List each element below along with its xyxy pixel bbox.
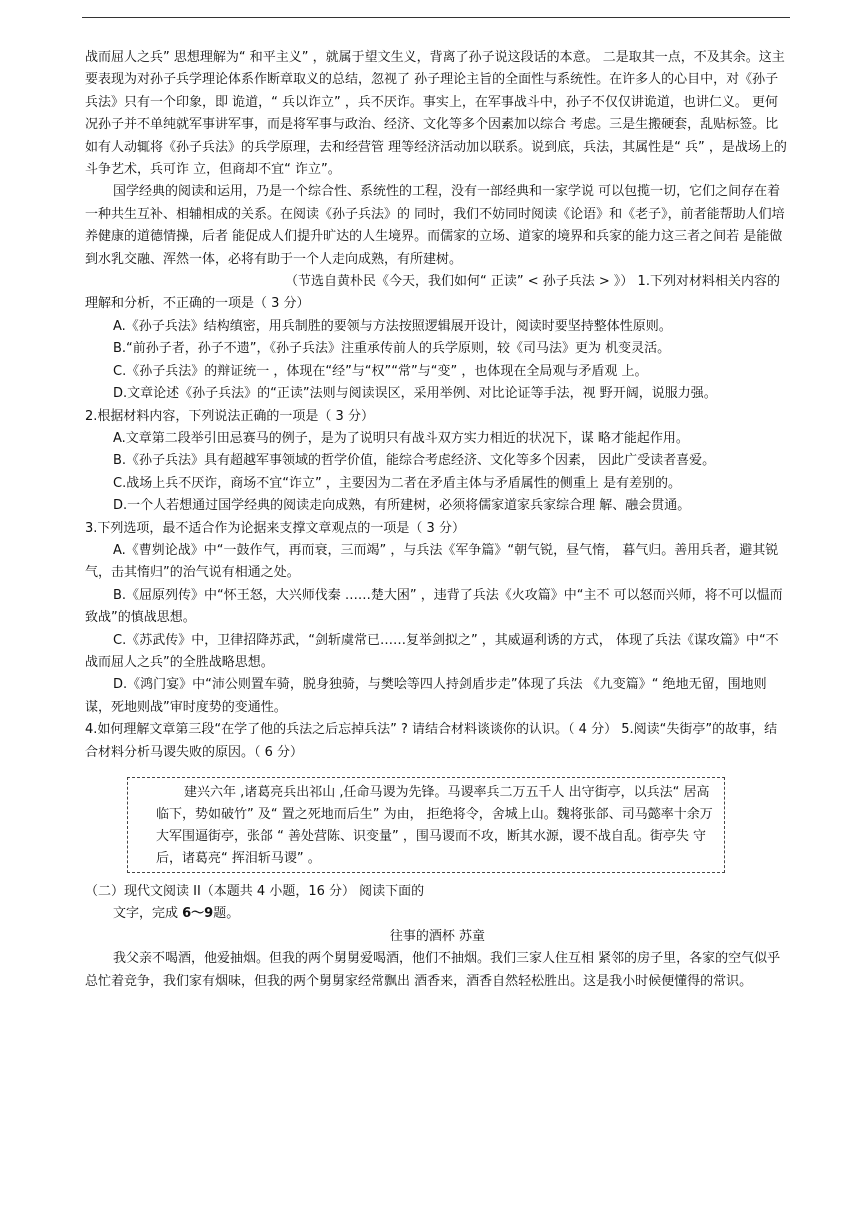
q2-option-d: D.一个人若想通过国学经典的阅读走向成熟，有所建树，必须将儒家道家兵家综合理 解、融会贯通。 bbox=[113, 498, 691, 514]
q3-option-c: C.《苏武传》中，卫律招降苏武，“剑斩虞常已……复举剑拟之” ，其威逼利诱的方式， 体现了兵法《谋攻篇》中“不战而屈人之兵”的全胜战略思想。 bbox=[85, 632, 779, 670]
q3-option-a: A.《曹刿论战》中“一鼓作气，再而衰，三而竭” ，与兵法《军争篇》“朝气锐，昼气惰， 暮气归。善用兵者，避其锐气，击其惰归”的治气说有相通之处。 bbox=[85, 542, 779, 581]
q2-option-a: A.文章第二段举引田忌赛马的例子，是为了说明只有战斗双方实力相近的状况下，谋 略才能起作用。 bbox=[113, 430, 689, 446]
q2-option-b: B.《孙子兵法》具有超越军事领域的哲学价值，能综合考虑经济、文化等多个因素， 因此广受读者喜爱。 bbox=[113, 453, 716, 469]
questions-4-5: 4.如何理解文章第三段“在学了他的兵法之后忘掉兵法” ? 请结合材料谈谈你的认识。（ 4 分） 5.阅读“失街亭”的故事，结合材料分析马谡失败的原因。（ 6 分） bbox=[85, 722, 778, 760]
story-title: 往事的酒杯 苏童 bbox=[389, 928, 486, 944]
story-excerpt-box bbox=[127, 777, 725, 873]
q1-option-d: D.文章论述《孙子兵法》的“正读”法则与阅读误区，采用举例、对比论证等手法，视 野开阔，说服力强。 bbox=[113, 386, 717, 402]
q3-option-d: D.《鸿门宴》中“沛公则置车骑，脱身独骑，与樊哙等四人持剑盾步走”体现了兵法 《九变篇》“ 绝地无留，围地则谋，死地则战”审时度势的变通性。 bbox=[85, 677, 767, 715]
q1-option-b: B.“前孙子者，孙子不遗”，《孙子兵法》注重承传前人的兵学原则，较《司马法》更为 机变灵活。 bbox=[113, 341, 671, 357]
section-heading: （二）现代文阅读 II（本题共 4 小题，16 分） 阅读下面的 bbox=[85, 884, 425, 899]
q1-option-c: C.《孙子兵法》的辩证统一 ，体现在“经”与“权”“常”与“变” ，也体现在全局观与矛盾观 上。 bbox=[113, 363, 648, 379]
source-and-question-1: （节选自黄朴民《今天，我们如何“ 正读” < 孙子兵法 > 》） 1.下列对材料相关内容的理解和分析，不正确的一项是（ 3 分） bbox=[85, 274, 780, 312]
section-question-range: 6～9 bbox=[182, 906, 214, 922]
q1-option-a: A.《孙子兵法》结构缜密，用兵制胜的要领与方法按照逻辑展开设计，阅读时要坚持整体性原则。 bbox=[113, 318, 672, 334]
story-excerpt-text: 建兴六年 ,诸葛亮兵出祁山 ,任命马谡为先锋。马谡率兵二万五千人 出守街亭，以兵法“ 居高临下，势如破竹” 及“ 置之死地而后生” 为由， 拒绝将令，舍城上山。魏将张郃、司马懿率十余万大军围逼街亭，张郃 “ 善处营陈、识变量” ，围马谡而不攻，断其水源，谡不战自乱。街亭失 守后，诸葛亮“ 挥泪斩马谡” 。 bbox=[156, 785, 713, 866]
paragraph-1: 战而屈人之兵” 思想理解为“ 和平主义” ，就属于望文生义，背离了孙子说这段话的本意。 二是取其一点，不及其余。这主要表现为对孙子兵学理论体系作断章取义的总结，忽视了 孙子理论主旨的全面性与系统性。在许多人的心目中，对《孙子兵法》只有一个印象，即 诡道，“ 兵以诈立” ，兵不厌诈。事实上，在军事战斗中，孙子不仅仅讲诡道，也讲仁义。 更何况孙子并不单纯就军事讲军事，而是将军事与政治、经济、文化等多个因素加以综合 考虑。三是生搬硬套，乱贴标签。比如有人动辄将《孙子兵法》的兵学原理，去和经营管 理等经济活动加以联系。说到底，兵法，其属性是“ 兵” ，是战场上的斗争艺术，兵可诈 立，但商却不宜“ 诈立”。 bbox=[85, 50, 787, 178]
question-3: 3.下列选项，最不适合作为论据来支撑文章观点的一项是（ 3 分） bbox=[85, 520, 465, 536]
document-body bbox=[85, 47, 790, 993]
section-instruction-post: 题。 bbox=[213, 906, 240, 922]
q3-option-b: B.《屈原列传》中“怀王怒，大兴师伐秦 ……楚大困” ，违背了兵法《火攻篇》中“主不 可以怒而兴师，将不可以愠而致战”的慎战思想。 bbox=[85, 587, 783, 626]
q2-option-c: C.战场上兵不厌诈，商场不宜“诈立” ，主要因为二者在矛盾主体与矛盾属性的侧重上 是有差别的。 bbox=[113, 475, 681, 491]
paragraph-2: 国学经典的阅读和运用，乃是一个综合性、系统性的工程，没有一部经典和一家学说 可以包揽一切，它们之间存在着一种共生互补、相辅相成的关系。在阅读《孙子兵法》的 同时，我们不妨同时阅读《论语》和《老子》，前者能帮助人们培养健康的道德情操，后者 能促成人们提升旷达的人生境界。而儒家的立场、道家的境界和兵家的能力这三者之间若 是能做到水乳交融、浑然一体，必将有助于一个人走向成熟，有所建树。 bbox=[85, 184, 785, 267]
section-instruction-pre: 文字，完成 bbox=[113, 906, 183, 922]
story-paragraph-1: 我父亲不喝酒，他爱抽烟。但我的两个舅舅爱喝酒，他们不抽烟。我们三家人住互相 紧邻的房子里，各家的空气似乎总忙着竞争，我们家有烟味，但我的两个舅舅家经常飘出 酒香来，酒香自然轻松胜出。这是我小时候便懂得的常识。 bbox=[85, 951, 781, 989]
question-2: 2.根据材料内容，下列说法正确的一项是（ 3 分） bbox=[85, 408, 374, 424]
section-instruction bbox=[85, 903, 790, 925]
header-rule bbox=[82, 17, 790, 18]
